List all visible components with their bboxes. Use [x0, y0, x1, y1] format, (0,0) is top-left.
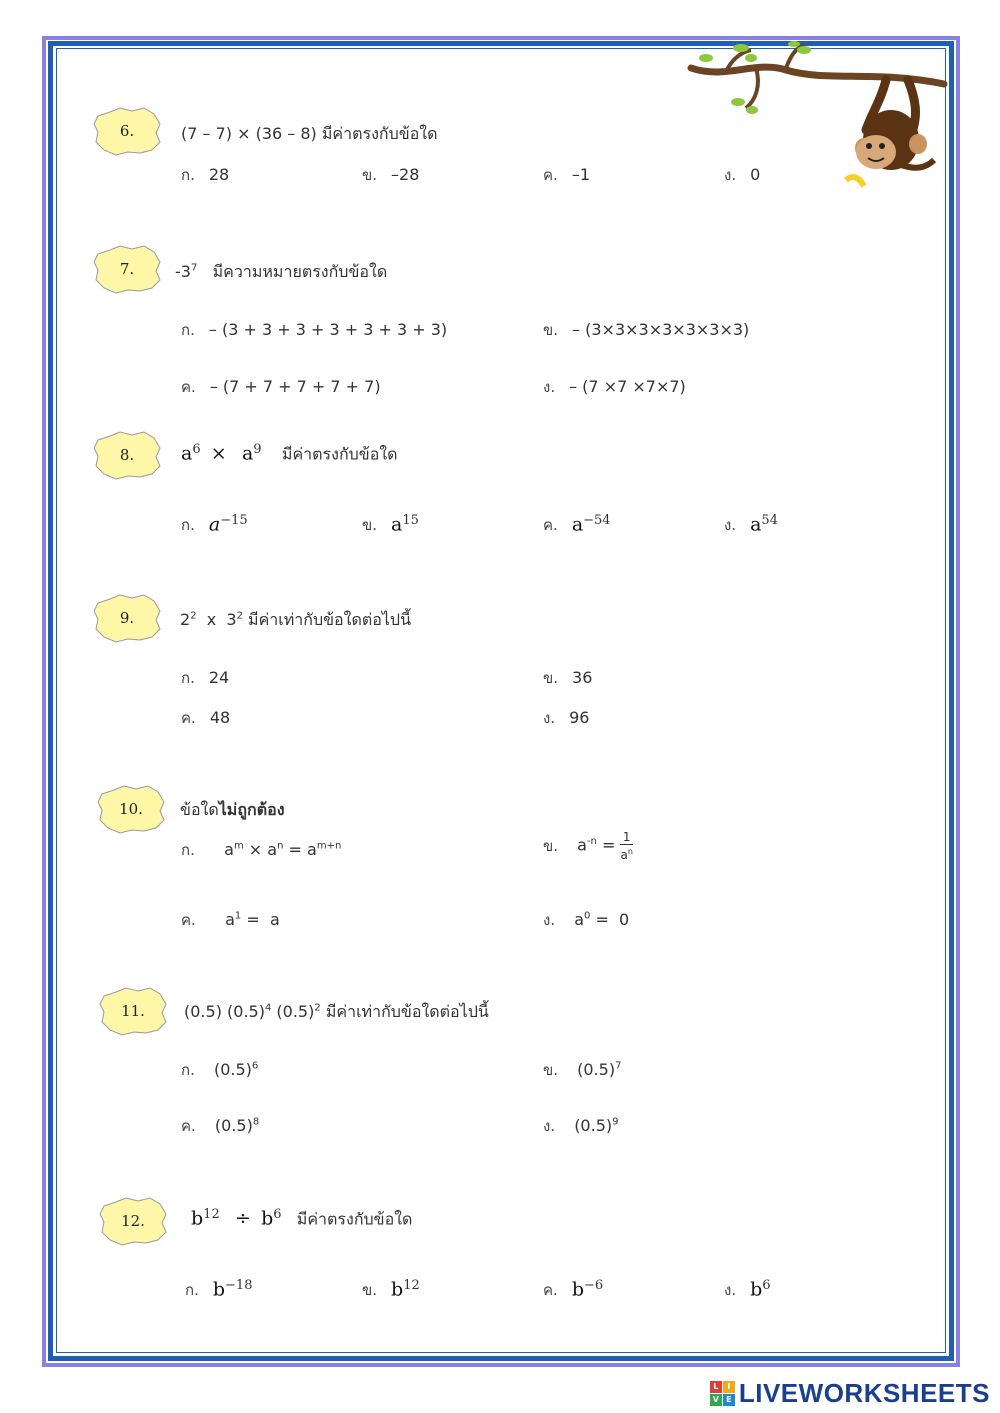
choice-a[interactable]: ก. 28 — [181, 165, 230, 184]
question-stem: $a^6$ × $a^9$ มีค่าตรงกับข้อใด — [181, 442, 398, 465]
choice-c[interactable]: ค. $a^1 = a$ — [181, 910, 280, 929]
choice-c[interactable]: ค. – (7 + 7 + 7 + 7 + 7) — [181, 377, 381, 396]
question-number-badge — [92, 106, 162, 156]
choice-d[interactable]: ง. $a^{54}$ — [724, 513, 778, 536]
choice-a[interactable]: ก. $(0.5)^6$ — [181, 1060, 259, 1079]
choice-b[interactable]: ข. $a^{15}$ — [362, 513, 419, 536]
question-stem: ข้อใดไม่ถูกต้อง — [180, 800, 285, 819]
logo-text: LIVEWORKSHEETS — [738, 1377, 990, 1408]
choice-a[interactable]: ก. $a^m \times a^n = a^{m+n}$ — [181, 840, 342, 859]
choice-d[interactable]: ง. – (7 ×7 ×7×7) — [543, 377, 686, 396]
choice-b[interactable]: ข. $(0.5)^7$ — [543, 1060, 622, 1079]
question-number: 6. — [119, 122, 135, 140]
question-number: 9. — [119, 609, 135, 627]
choice-c[interactable]: ค. $a^{-54}$ — [543, 513, 611, 536]
choice-b[interactable]: ข. –28 — [362, 165, 420, 184]
choice-a[interactable]: ก. $b^{-18}$ — [185, 1278, 253, 1301]
choice-a[interactable]: ก. – (3 + 3 + 3 + 3 + 3 + 3 + 3) — [181, 320, 448, 339]
question-number: 7. — [119, 260, 135, 278]
choice-a[interactable]: ก. 24 — [181, 668, 230, 687]
liveworksheets-logo[interactable] — [710, 1378, 990, 1408]
logo-mark-icon: L I V E — [710, 1381, 735, 1406]
question-number-badge — [98, 1196, 168, 1246]
choice-b[interactable]: ข. $a^{-n}$ = $\frac{1}{a^n}$ — [543, 830, 633, 862]
question-number-badge — [98, 986, 168, 1036]
question-number: 10. — [119, 800, 143, 818]
choice-b[interactable]: ข. $b^{12}$ — [362, 1278, 420, 1301]
choice-d[interactable]: ง. $a^0 = 0$ — [543, 910, 630, 929]
question-stem: (0.5) $(0.5)^4$ $(0.5)^2$ มีค่าเท่ากับข้อใดต่อไปนี้ — [184, 1002, 489, 1021]
question-number-badge — [96, 784, 166, 834]
question-stem: (7 – 7) × (36 – 8) มีค่าตรงกับข้อใด — [181, 124, 438, 143]
question-stem: $b^{12}$ ÷ $b^6$ มีค่าตรงกับข้อใด — [191, 1207, 413, 1230]
question-number-badge — [92, 430, 162, 480]
choice-d[interactable]: ง. 0 — [724, 165, 761, 184]
question-stem: $2^2$ x $3^2$ มีค่าเท่ากับข้อใดต่อไปนี้ — [180, 610, 411, 629]
choice-d[interactable]: ง. $(0.5)^9$ — [543, 1116, 619, 1135]
question-number: 8. — [119, 446, 135, 464]
question-number: 12. — [121, 1212, 145, 1230]
question-stem: $-3^7$ มีความหมายตรงกับข้อใด — [175, 262, 388, 281]
fraction: $\frac{1}{a^n}$ — [620, 830, 633, 862]
question-number: 11. — [121, 1002, 145, 1020]
page-border-line — [56, 48, 946, 1353]
choice-c[interactable]: ค. $b^{-6}$ — [543, 1278, 604, 1301]
choice-b[interactable]: ข. 36 — [543, 668, 593, 687]
choice-c[interactable]: ค. 48 — [181, 708, 231, 727]
choice-b[interactable]: ข. – (3×3×3×3×3×3×3) — [543, 320, 750, 339]
question-number-badge — [92, 593, 162, 643]
choice-c[interactable]: ค. $(0.5)^8$ — [181, 1116, 260, 1135]
question-number-badge — [92, 244, 162, 294]
choice-d[interactable]: ง. $b^6$ — [724, 1278, 771, 1301]
choice-a[interactable]: ก. $a^{-15}$ — [181, 513, 248, 536]
choice-d[interactable]: ง. 96 — [543, 708, 590, 727]
choice-c[interactable]: ค. –1 — [543, 165, 590, 184]
